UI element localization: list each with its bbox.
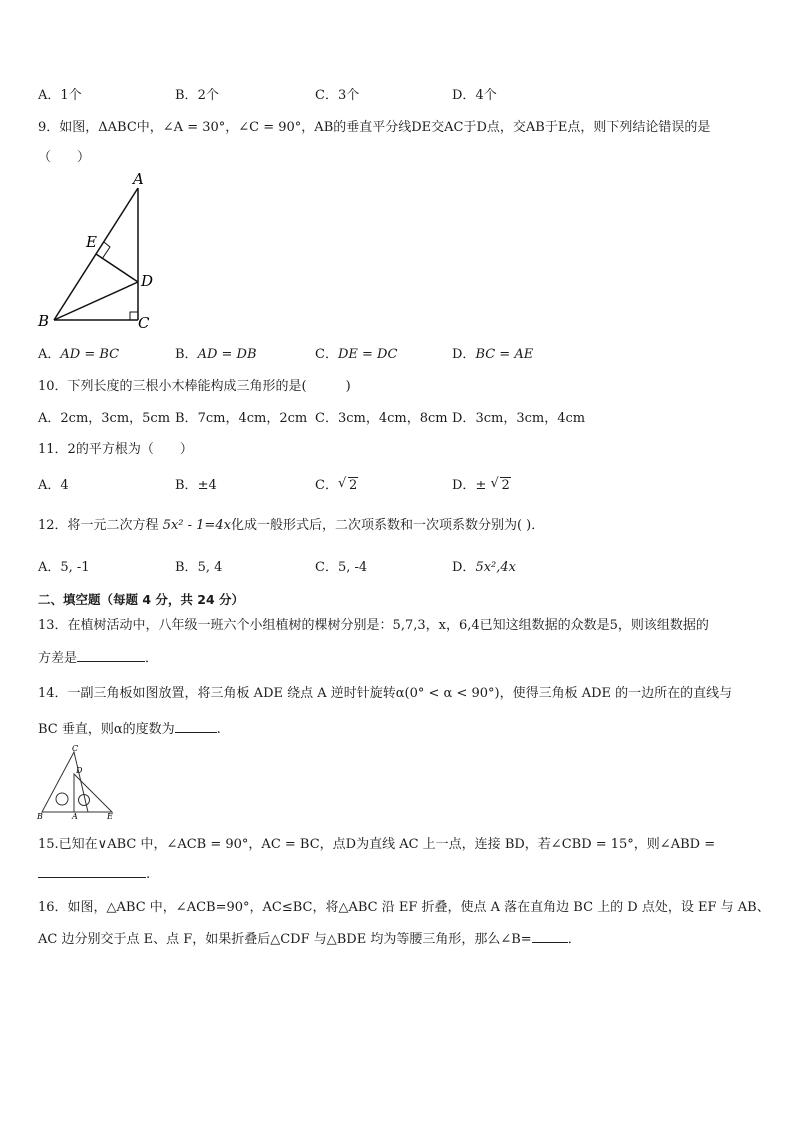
- q10-option-d[interactable]: D．3cm，3cm，4cm: [452, 411, 586, 426]
- label-b: B: [38, 312, 50, 330]
- q16-text-line1: 16．如图，△ABC 中，∠ACB=90°，AC≤BC，将△ABC 沿 EF 折叠，使点 A 落在直角边 BC 上的 D 点处，设 EF 与 AB、: [38, 900, 770, 915]
- label-d: D: [141, 272, 154, 290]
- label-e: E: [86, 233, 97, 251]
- q8-option-c[interactable]: C．3个: [315, 88, 360, 103]
- q10-option-c[interactable]: C．3cm，4cm，8cm: [315, 411, 448, 426]
- q16-answer-blank[interactable]: [532, 930, 568, 943]
- q9-option-d[interactable]: D．BC = AE: [452, 347, 534, 362]
- q14-text-line1: 14．一副三角板如图放置，将三角板 ADE 绕点 A 逆时针旋转α(0° < α < 90°)，使得三角板 ADE 的一边所在的直线与: [38, 686, 733, 701]
- label-b: B: [37, 812, 43, 820]
- label-e: E: [107, 812, 113, 820]
- label-c: C: [72, 744, 79, 753]
- q9-options: [38, 343, 758, 363]
- q11-options: [38, 474, 758, 494]
- q15-answer-blank[interactable]: [38, 865, 146, 878]
- q10-option-a[interactable]: A．2cm，3cm，5cm: [38, 411, 171, 426]
- q11-option-d[interactable]: D．± √ 2: [452, 476, 510, 493]
- q10-text: 10．下列长度的三根小木棒能构成三角形的是( ): [38, 379, 351, 394]
- q10-options: [38, 407, 758, 427]
- q14-answer-blank[interactable]: [175, 720, 217, 733]
- right-angle-mark-e: [102, 242, 110, 259]
- q9-option-b[interactable]: B．AD = DB: [175, 347, 257, 362]
- q13-answer-blank[interactable]: [77, 649, 145, 662]
- q16-text-line2: AC 边分别交于点 E、点 F，如果折叠后△CDF 与△BDE 均为等腰三角形，那么∠B= ．: [38, 932, 581, 947]
- q15-text-line1: 15.已知在∨ABC 中，∠ACB = 90°，AC = BC，点D为直线 AC 上一点，连接 BD，若∠CBD = 15°，则∠ABD =: [38, 837, 716, 852]
- q9-option-a[interactable]: A．AD = BC: [38, 347, 120, 362]
- q8-option-a[interactable]: A．1个: [38, 88, 82, 103]
- label-a: A: [72, 812, 78, 820]
- q14-text-line2: BC 垂直，则α的度数为 .: [38, 722, 221, 737]
- section-heading-fill-blank: 二、填空题（每题 4 分，共 24 分）: [38, 592, 245, 607]
- q15-text-line2: .: [38, 865, 150, 882]
- q10-option-b[interactable]: B．7cm，4cm，2cm: [175, 411, 308, 426]
- q9-text: 9．如图，ΔABC中，∠A = 30°，∠C = 90°，AB的垂直平分线DE交AC于D点，交AB于E点，则下列结论错误的是: [38, 120, 711, 135]
- label-d: D: [76, 766, 83, 775]
- q13-text-line2: 方差是 ．: [38, 651, 159, 666]
- right-angle-mark-c: [130, 312, 138, 320]
- q11-option-a[interactable]: A．4: [38, 478, 69, 493]
- q12-options: [38, 556, 758, 576]
- q8-option-d[interactable]: D．4个: [452, 88, 497, 103]
- q9-triangle-figure: [30, 168, 160, 333]
- q12-option-c[interactable]: C．5, -4: [315, 560, 368, 575]
- q12-option-b[interactable]: B．5, 4: [175, 560, 223, 575]
- q12-equation: 5x² - 1=4x: [162, 518, 231, 533]
- q9-answer-paren: （ ）: [38, 150, 91, 165]
- label-a: A: [133, 170, 144, 188]
- triangle-abc: [42, 752, 88, 812]
- q11-option-b[interactable]: B．±4: [175, 478, 217, 493]
- triangle-ade: [74, 774, 112, 812]
- sqrt-symbol: √ 2: [337, 476, 358, 493]
- sqrt-symbol: √ 2: [490, 476, 510, 493]
- q12-option-a[interactable]: A．5, -1: [38, 560, 90, 575]
- q11-option-c[interactable]: C． √ 2: [315, 476, 358, 493]
- q8-option-b[interactable]: B．2个: [175, 88, 219, 103]
- q12-text: 12．将一元二次方程 5x² - 1=4x化成一般形式后，二次项系数和一次项系数分别为( )．: [38, 518, 545, 533]
- q11-text: 11．2的平方根为（ ）: [38, 442, 193, 457]
- q13-text-line1: 13．在植树活动中，八年级一班六个小组植树的棵树分别是：5,7,3，x，6,4已知这组数据的众数是5，则该组数据的: [38, 618, 709, 633]
- q12-option-d[interactable]: D．5x²,4x: [452, 560, 516, 575]
- hole-left: [56, 793, 68, 805]
- q9-option-c[interactable]: C．DE = DC: [315, 347, 398, 362]
- q8-options: [38, 84, 758, 104]
- label-c: C: [138, 314, 150, 332]
- q14-set-squares-figure: [34, 744, 120, 820]
